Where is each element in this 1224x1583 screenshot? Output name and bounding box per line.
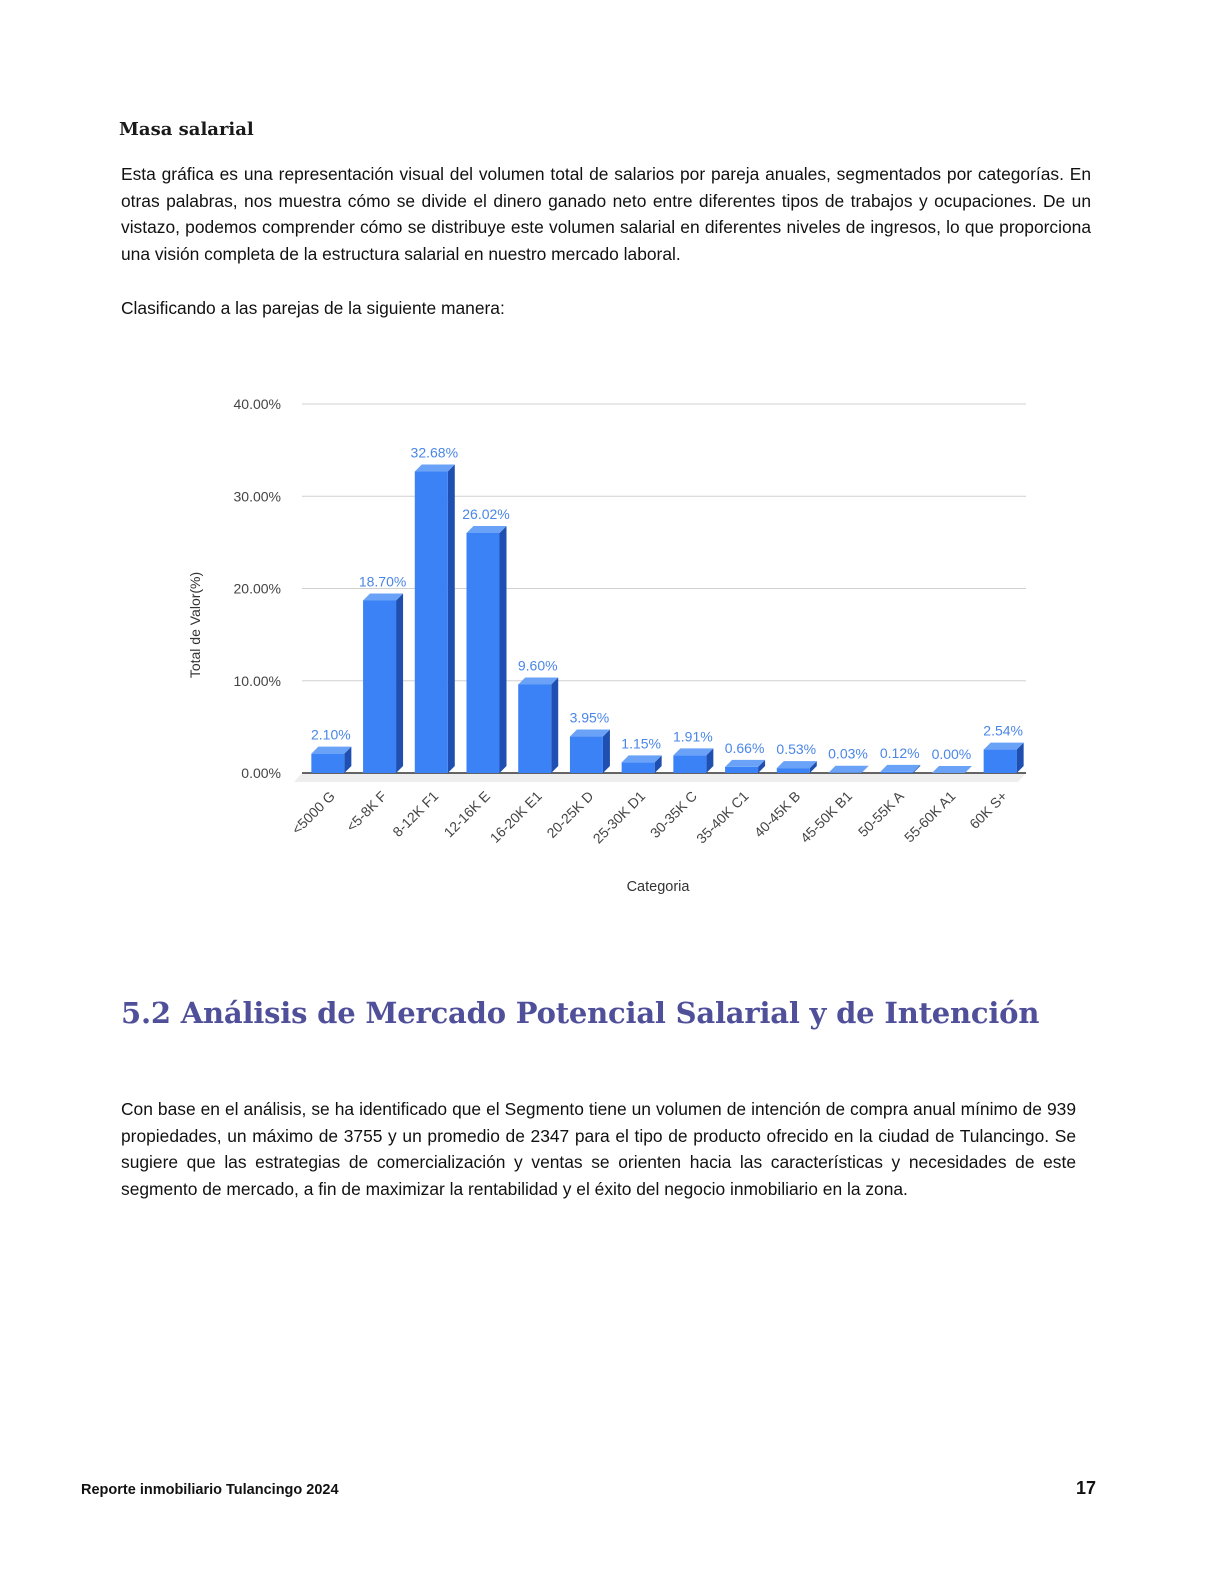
- data-label: 0.12%: [879, 744, 920, 761]
- chart-bars: [311, 465, 1023, 773]
- bar-front: [777, 768, 810, 773]
- bar-top: [829, 766, 869, 773]
- x-tick-label: <5000 G: [288, 787, 338, 838]
- data-label: 32.68%: [410, 444, 459, 461]
- chart-y-tick-labels: [234, 396, 281, 781]
- bar-side: [500, 526, 507, 773]
- data-label: 0.03%: [828, 745, 868, 762]
- bar-top: [984, 743, 1024, 750]
- x-tick-label: 50-55K A: [854, 787, 907, 840]
- subsection-title: 5.2 Análisis de Mercado Potencial Salarial y de Intención: [121, 996, 1040, 1030]
- data-label: 0.00%: [931, 746, 972, 762]
- x-tick-label: 8-12K F1: [389, 787, 442, 840]
- chart-y-axis-title: Total de Valor(%): [187, 571, 203, 679]
- analysis-paragraph: Con base en el análisis, se ha identificado que el Segmento tiene un volumen de intención de compra anual mínimo de 939 propiedades, un máximo de 3755 y un promedio de 2347 para el tipo de producto ofrecido en la ciudad de Tulancingo. Se sugiere que las estrategias de comercialización y ventas se orienten hacia las características y necesidades de este segmento de mercado, a fin de maximizar la rentabilidad y el éxito del negocio inmobiliario en la zona.: [121, 1099, 1076, 1199]
- bar-side: [396, 593, 403, 773]
- y-tick-label: 10.00%: [233, 672, 281, 689]
- intro-paragraph: Esta gráfica es una representación visual del volumen total de salarios por pareja anuales, segmentados por categorías. En otras palabras, nos muestra cómo se divide el dinero ganado neto entre diferentes tipos de trabajos y ocupaciones. De un vistazo, podemos comprender cómo se distribuye este volumen salarial en diferentes niveles de ingresos, lo que proporciona una visión completa de la estructura salarial en nuestro mercado laboral.: [121, 164, 1091, 264]
- bar-top: [311, 747, 351, 754]
- data-label: 0.53%: [776, 741, 817, 758]
- bar: [570, 730, 610, 773]
- bar-top: [880, 765, 920, 772]
- bar: [673, 748, 713, 773]
- data-label: 9.60%: [517, 657, 558, 674]
- x-tick-label: 25-30K D1: [589, 787, 649, 847]
- bar-side: [551, 677, 558, 773]
- bar: [777, 761, 817, 773]
- data-label: 2.10%: [311, 726, 351, 743]
- chart-x-axis-title: Categoria: [626, 879, 690, 895]
- x-tick-label: 45-50K B1: [797, 787, 856, 846]
- bar: [829, 766, 869, 773]
- x-tick-label: 35-40K C1: [693, 787, 752, 847]
- bar: [467, 526, 507, 773]
- bar-top: [570, 730, 610, 737]
- x-tick-label: 12-16K E: [440, 787, 494, 841]
- bar-front: [880, 772, 913, 773]
- x-tick-label: 60K S+: [966, 787, 1011, 832]
- bar-front: [984, 750, 1017, 773]
- y-tick-label: 20.00%: [233, 580, 281, 597]
- bar-top: [622, 755, 662, 762]
- bar: [363, 593, 403, 773]
- bar: [984, 743, 1024, 773]
- intro-line-2: Clasificando a las parejas de la siguiente manera:: [121, 298, 505, 318]
- page-number: 17: [1076, 1478, 1097, 1498]
- y-tick-label: 0.00%: [241, 765, 281, 781]
- bar-front: [570, 737, 603, 773]
- bar-front: [518, 684, 551, 773]
- x-tick-label: <5-8K F: [342, 787, 390, 835]
- data-label: 1.91%: [673, 728, 713, 745]
- data-label: 26.02%: [462, 505, 510, 522]
- chart-gridlines: [294, 404, 1026, 782]
- y-tick-label: 40.00%: [233, 396, 281, 412]
- bar-top: [467, 526, 507, 533]
- data-label: 2.54%: [983, 722, 1023, 739]
- bar-front: [725, 767, 758, 773]
- bar: [311, 747, 351, 773]
- data-label: 18.70%: [358, 573, 407, 590]
- footer-report-name: Reporte inmobiliario Tulancingo 2024: [81, 1482, 339, 1498]
- bar: [932, 766, 972, 773]
- bar: [725, 760, 765, 773]
- bar-top: [725, 760, 765, 767]
- chart-floor: [294, 773, 1026, 782]
- bar-front: [311, 754, 344, 773]
- bar-front: [363, 600, 396, 773]
- x-tick-label: 40-45K B: [750, 787, 804, 841]
- x-tick-label: 16-20K E1: [486, 787, 545, 846]
- bar-top: [518, 677, 558, 684]
- chart-x-tick-labels: [288, 787, 1010, 846]
- section-title: Masa salarial: [119, 119, 254, 140]
- bar: [415, 465, 455, 773]
- bar-top: [673, 748, 713, 755]
- salary-mass-bar-chart: [170, 380, 1050, 910]
- data-label: 1.15%: [621, 735, 661, 752]
- bar: [518, 677, 558, 773]
- y-tick-label: 30.00%: [233, 488, 281, 505]
- bar: [880, 765, 920, 773]
- data-label: 3.95%: [569, 709, 610, 726]
- bar-side: [448, 465, 455, 773]
- bar-front: [467, 533, 500, 773]
- bar-top: [932, 766, 972, 773]
- x-tick-label: 30-35K C: [646, 787, 700, 841]
- bar-front: [415, 472, 448, 773]
- x-tick-label: 55-60K A1: [900, 787, 959, 846]
- data-label: 0.66%: [724, 739, 765, 756]
- bar-top: [777, 761, 817, 768]
- x-tick-label: 20-25K D: [543, 787, 597, 841]
- bar-front: [673, 755, 706, 773]
- bar-top: [363, 593, 403, 600]
- bar: [622, 755, 662, 773]
- bar-front: [622, 762, 655, 773]
- bar-top: [415, 465, 455, 472]
- bar-side: [603, 730, 610, 773]
